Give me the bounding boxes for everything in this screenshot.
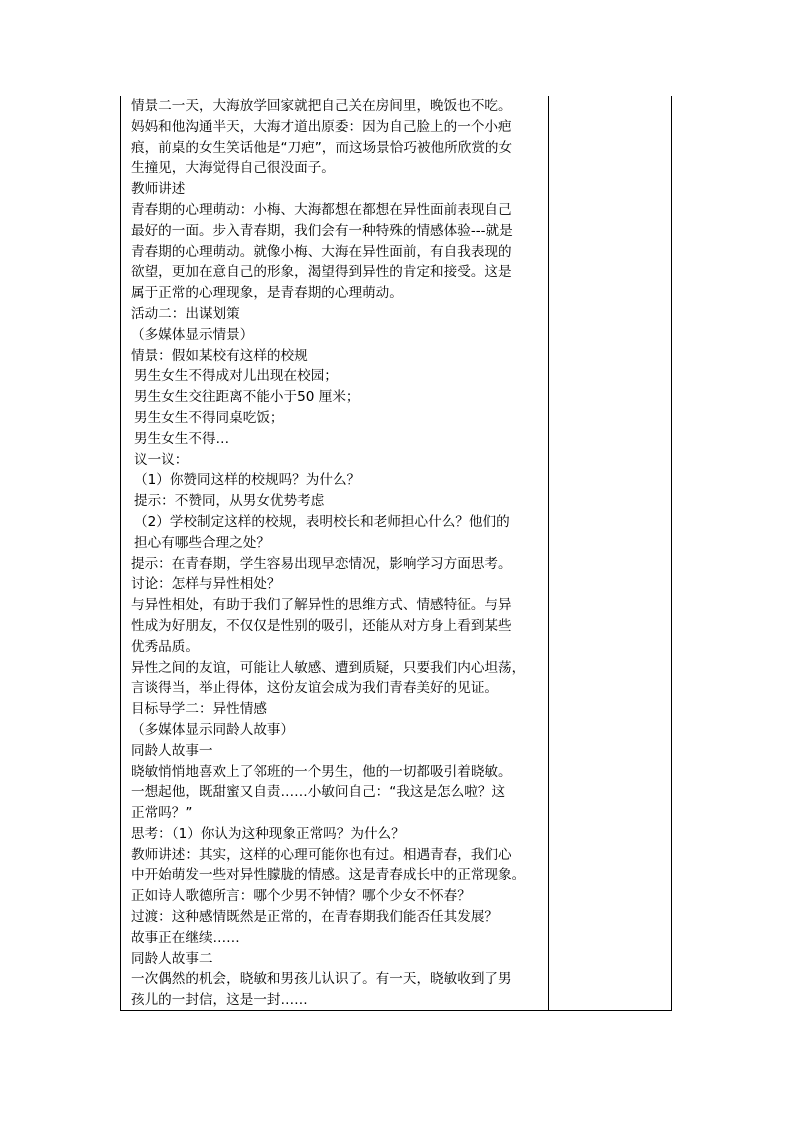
text-line: 议一议：: [134, 451, 189, 468]
text-line: 孩儿的一封信，这是一封……: [131, 992, 308, 1009]
text-line: 男生女生不得成对儿出现在校园；: [134, 368, 338, 385]
text-line: 男生女生不得同桌吃饭；: [134, 409, 284, 426]
section-heading: 目标导学二：异性情感: [131, 701, 267, 718]
section-heading: 活动二：出谋划策: [131, 305, 240, 322]
text-line: 异性之间的友谊，可能让人敏感、遭到质疑，只要我们内心坦荡，: [131, 659, 526, 676]
text-line: 青春期的心理萌动：小梅、大海都想在都想在异性面前表现自己: [131, 201, 512, 218]
text-line: 优秀品质。: [131, 638, 199, 655]
text-line: 同龄人故事二: [131, 950, 213, 967]
text-line: 妈妈和他沟通半天，大海才道出原委：因为自己脸上的一个小疤: [131, 118, 512, 135]
text-line: 过渡：这种感情既然是正常的，在青春期我们能否任其发展？: [131, 909, 499, 926]
text-line: 同龄人故事一: [131, 742, 213, 759]
text-line: 属于正常的心理现象，是青春期的心理萌动。: [131, 285, 403, 302]
text-line: 最好的一面。步入青春期，我们会有一种特殊的情感体验---就是: [131, 222, 513, 239]
text-line: 生撞见，大海觉得自己很没面子。: [131, 160, 335, 177]
text-line: 性成为好朋友，不仅仅是性别的吸引，还能从对方身上看到某些: [131, 617, 512, 634]
text-line: 晓敏悄悄地喜欢上了邻班的一个男生，他的一切都吸引着晓敏。: [131, 763, 512, 780]
section-heading: 教师讲述: [131, 181, 186, 198]
text-line: 正如诗人歌德所言：哪个少男不钟情？哪个少女不怀春？: [131, 888, 471, 905]
text-line: 言谈得当，举止得体，这份友谊会成为我们青春美好的见证。: [131, 680, 499, 697]
text-line: （1）你赞同这样的校规吗？为什么？: [134, 472, 361, 489]
text-line: 提示：不赞同，从男女优势考虑: [134, 493, 325, 510]
text-line: 情景：假如某校有这样的校规: [131, 347, 308, 364]
text-line: 故事正在继续……: [131, 929, 240, 946]
text-line: （多媒体显示情景）: [131, 326, 254, 343]
lesson-content-cell: [131, 96, 547, 1011]
text-line: 与异性相处，有助于我们了解异性的思维方式、情感特征。与异: [131, 597, 512, 614]
text-line: 一次偶然的机会，晓敏和男孩儿认识了。有一天，晓敏收到了男: [131, 971, 512, 988]
text-line: 情景二一天，大海放学回家就把自己关在房间里，晚饭也不吃。: [131, 98, 512, 114]
text-line: 一想起他，既甜蜜又自责……小敏问自己：“我这是怎么啦？这: [131, 784, 506, 801]
text-line: （2）学校制定这样的校规，表明校长和老师担心什么？他们的: [134, 513, 510, 530]
text-line: 讨论：怎样与异性相处？: [131, 576, 281, 593]
text-line: 中开始萌发一些对异性朦胧的情感。这是青春成长中的正常现象。: [131, 867, 526, 884]
text-line: 提示：在青春期，学生容易出现早恋情况，影响学习方面思考。: [131, 555, 512, 572]
text-line: 教师讲述：其实，这样的心理可能你也有过。相遇青春，我们心: [131, 846, 512, 863]
text-line: 担心有哪些合理之处？: [134, 534, 270, 551]
text-line: （多媒体显示同龄人故事）: [131, 721, 295, 738]
text-line: 痕，前桌的女生笑话他是“刀疤”，而这场景恰巧被他所欣赏的女: [131, 139, 513, 156]
text-line: 男生女生交往距离不能小于50 厘米；: [134, 389, 360, 406]
text-line: 欲望，更加在意自己的形象，渴望得到异性的肯定和接受。这是: [131, 264, 512, 281]
notes-column-cell: [549, 96, 671, 1011]
text-line: 男生女生不得…: [134, 430, 230, 447]
text-line: 青春期的心理萌动。就像小梅、大海在异性面前，有自我表现的: [131, 243, 512, 260]
text-line: 思考：（1）你认为这种现象正常吗？为什么？: [131, 825, 405, 842]
text-line: 正常吗？”: [131, 805, 193, 822]
